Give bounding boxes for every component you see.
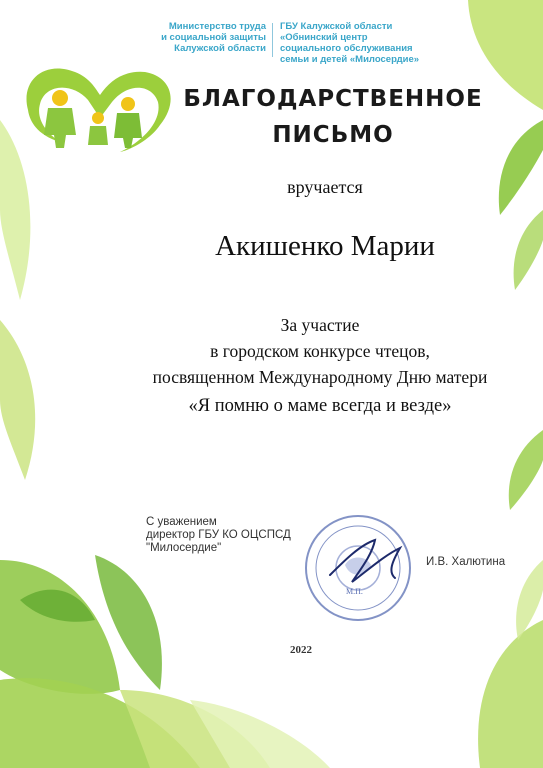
certificate-title-line1: БЛАГОДАРСТВЕННОЕ [183, 86, 483, 112]
reason-line: посвященном Международному Дню матери [152, 367, 488, 387]
certificate-title-line2: ПИСЬМО [272, 122, 394, 148]
organization-line: социального обслуживания [280, 43, 413, 54]
leaf-right-3 [509, 430, 543, 510]
signature-block [146, 516, 336, 555]
ministry-line: Министерство труда [168, 21, 266, 32]
contest-name: «Я помню о маме всегда и везде» [188, 396, 452, 416]
leaf-right-1 [499, 120, 543, 215]
ministry-line: Калужской области [174, 43, 266, 54]
ministry-name [130, 21, 266, 54]
leaf-right-2 [514, 210, 543, 290]
signature-line: директор ГБУ КО ОЦСПСД [146, 529, 291, 541]
handwritten-signature [330, 540, 400, 582]
year: 2022 [290, 644, 312, 656]
leaf-left-2 [0, 320, 35, 480]
reason-line: За участие [280, 315, 360, 335]
ministry-line: и социальной защиты [161, 32, 266, 43]
signature-line: С уважением [146, 516, 217, 528]
leaf-right-4 [478, 620, 543, 768]
organization-line: ГБУ Калужской области [280, 21, 393, 32]
family-heart-logo [26, 68, 170, 152]
signature-line: "Милосердие" [146, 542, 222, 554]
organization-line: семьи и детей «Милосердие» [280, 54, 420, 65]
award-reason [100, 312, 540, 419]
signer-name: И.В. Халютина [426, 556, 506, 568]
leaf-left-1 [0, 120, 30, 300]
header-divider [272, 23, 273, 57]
recipient-name: Акишенко Марии [215, 230, 435, 262]
reason-line: в городском конкурсе чтецов, [210, 341, 430, 361]
organization-name [280, 21, 450, 65]
presented-text: вручается [287, 177, 363, 197]
stamp-mark: М.П. [346, 587, 363, 596]
organization-line: «Обнинский центр [280, 32, 368, 43]
